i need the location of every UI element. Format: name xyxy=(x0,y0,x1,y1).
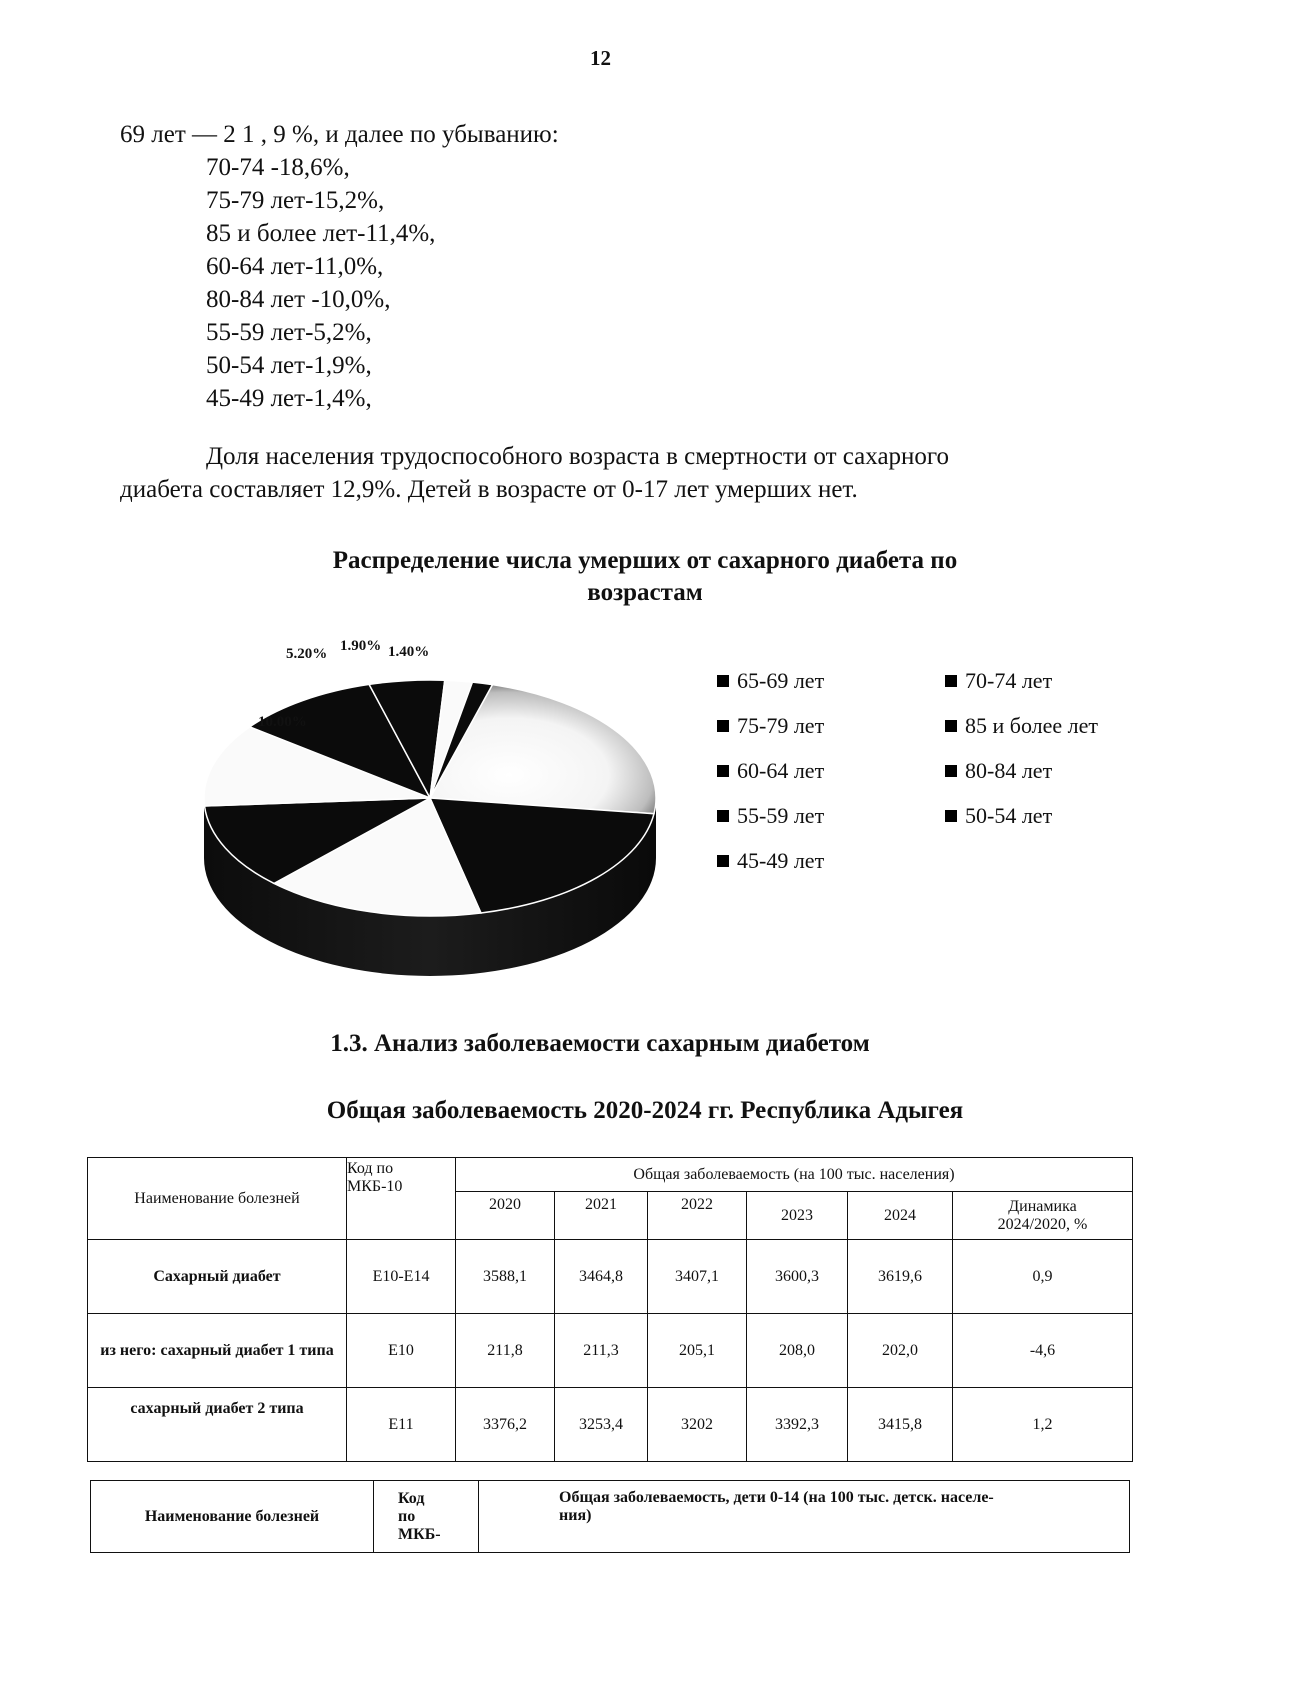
legend-label: 70-74 лет xyxy=(965,668,1053,693)
cell-dynamics: 1,2 xyxy=(953,1388,1133,1462)
header-dynamics-line: 2024/2020, % xyxy=(997,1215,1088,1233)
legend-label: 75-79 лет xyxy=(737,713,825,738)
age-list-item: 75-79 лет-15,2%, xyxy=(206,187,385,214)
age-list-item: 80-84 лет -10,0%, xyxy=(206,286,391,313)
legend-item xyxy=(717,713,947,739)
cell-disease-name: из него: сахарный диабет 1 типа xyxy=(88,1314,347,1388)
header-dynamics xyxy=(953,1192,1133,1240)
header-year: 2022 xyxy=(648,1192,747,1240)
legend-swatch xyxy=(717,720,729,732)
age-list-item: 60-64 лет-11,0%, xyxy=(206,253,384,280)
chart-title xyxy=(220,545,1070,609)
header-children-morbidity-group xyxy=(479,1481,1130,1553)
legend-swatch xyxy=(945,765,957,777)
legend-swatch xyxy=(717,765,729,777)
legend-swatch xyxy=(717,675,729,687)
cell-dynamics: 0,9 xyxy=(953,1240,1133,1314)
cell-value: 3202 xyxy=(648,1388,747,1462)
legend-label: 55-59 лет xyxy=(737,803,825,828)
header-disease-name: Наименование болезней xyxy=(88,1158,347,1240)
paragraph-line: Доля населения трудоспособного возраста в смертности от сахарного xyxy=(206,443,950,470)
header-group-line: ния) xyxy=(559,1507,592,1524)
header-icd-code-line: по xyxy=(398,1507,416,1525)
cell-value: 202,0 xyxy=(848,1314,953,1388)
pie-chart xyxy=(190,638,670,970)
children-morbidity-table xyxy=(90,1480,1130,1553)
table-row xyxy=(88,1388,1133,1462)
legend-swatch xyxy=(945,720,957,732)
header-icd-code xyxy=(374,1481,479,1553)
cell-disease-name: Сахарный диабет xyxy=(88,1240,347,1314)
cell-value: 3392,3 xyxy=(747,1388,848,1462)
cell-value: 3415,8 xyxy=(848,1388,953,1462)
cell-value: 211,8 xyxy=(456,1314,555,1388)
paragraph-line: диабета составляет 12,9%. Детей в возрасте от 0-17 лет умерших нет. xyxy=(120,476,858,503)
age-list-item: 45-49 лет-1,4%, xyxy=(206,385,372,412)
legend-item xyxy=(717,758,947,784)
header-icd-code-line: МКБ-10 xyxy=(347,1178,403,1195)
pie-slice-label: 10.00% xyxy=(258,714,307,730)
page-number: 12 xyxy=(590,46,611,70)
cell-value: 3253,4 xyxy=(555,1388,648,1462)
header-disease-name: Наименование болезней xyxy=(91,1481,374,1553)
legend-item xyxy=(945,803,1175,829)
header-dynamics-line: Динамика xyxy=(1008,1197,1077,1215)
legend-item xyxy=(945,668,1175,694)
age-list-item: 50-54 лет-1,9%, xyxy=(206,352,372,379)
table-row xyxy=(88,1240,1133,1314)
legend-item xyxy=(945,758,1175,784)
table-title: Общая заболеваемость 2020-2024 гг. Республика Адыгея xyxy=(326,1097,964,1124)
header-group-line: Общая заболеваемость, дети 0-14 (на 100 тыс. детск. населе- xyxy=(559,1489,994,1506)
legend-item xyxy=(717,848,947,874)
cell-disease-name: сахарный диабет 2 типа xyxy=(88,1388,347,1462)
legend-item xyxy=(945,713,1175,739)
legend-swatch xyxy=(945,675,957,687)
legend-label: 80-84 лет xyxy=(965,758,1053,783)
legend-label: 85 и более лет xyxy=(965,713,1099,738)
legend-swatch xyxy=(945,810,957,822)
header-morbidity-group: Общая заболеваемость (на 100 тыс. населения) xyxy=(456,1158,1133,1192)
cell-value: 3619,6 xyxy=(848,1240,953,1314)
legend-label: 45-49 лет xyxy=(737,848,825,873)
legend-item xyxy=(717,803,947,829)
header-icd-code-line: МКБ- xyxy=(398,1525,441,1543)
age-list-item: 70-74 -18,6%, xyxy=(206,154,350,181)
intro-line: 69 лет — 2 1 , 9 %, и далее по убыванию: xyxy=(120,121,559,148)
legend-label: 60-64 лет xyxy=(737,758,825,783)
cell-value: 3407,1 xyxy=(648,1240,747,1314)
cell-value: 3464,8 xyxy=(555,1240,648,1314)
pie-slice-label: 5.20% xyxy=(286,646,328,662)
cell-value: 3600,3 xyxy=(747,1240,848,1314)
cell-value: 3588,1 xyxy=(456,1240,555,1314)
header-year: 2023 xyxy=(747,1192,848,1240)
pie-slice-label: 1.40% xyxy=(388,644,430,660)
legend-swatch xyxy=(717,855,729,867)
header-icd-code-line: Код xyxy=(398,1489,425,1507)
cell-value: 205,1 xyxy=(648,1314,747,1388)
header-year: 2021 xyxy=(555,1192,648,1240)
legend-label: 50-54 лет xyxy=(965,803,1053,828)
cell-value: 3376,2 xyxy=(456,1388,555,1462)
age-distribution-list xyxy=(206,151,435,415)
pie-slice-label: 1.90% xyxy=(340,638,382,654)
cell-icd-code: Е11 xyxy=(347,1388,456,1462)
header-icd-code xyxy=(347,1158,456,1240)
cell-value: 208,0 xyxy=(747,1314,848,1388)
age-list-item: 85 и более лет-11,4%, xyxy=(206,220,436,247)
header-icd-code-line: Код по xyxy=(347,1160,394,1177)
legend-label: 65-69 лет xyxy=(737,668,825,693)
cell-icd-code: Е10-Е14 xyxy=(347,1240,456,1314)
header-year: 2020 xyxy=(456,1192,555,1240)
header-year: 2024 xyxy=(848,1192,953,1240)
section-title: 1.3. Анализ заболеваемости сахарным диабетом xyxy=(330,1030,870,1057)
working-age-paragraph xyxy=(120,440,1080,506)
cell-dynamics: -4,6 xyxy=(953,1314,1133,1388)
morbidity-table xyxy=(87,1157,1133,1462)
legend-item xyxy=(717,668,947,694)
chart-title-line: Распределение числа умерших от сахарного диабета по xyxy=(332,547,958,574)
age-list-item: 55-59 лет-5,2%, xyxy=(206,319,372,346)
chart-title-line: возрастам xyxy=(587,579,703,606)
cell-value: 211,3 xyxy=(555,1314,648,1388)
legend-swatch xyxy=(717,810,729,822)
table-row xyxy=(88,1314,1133,1388)
cell-icd-code: Е10 xyxy=(347,1314,456,1388)
